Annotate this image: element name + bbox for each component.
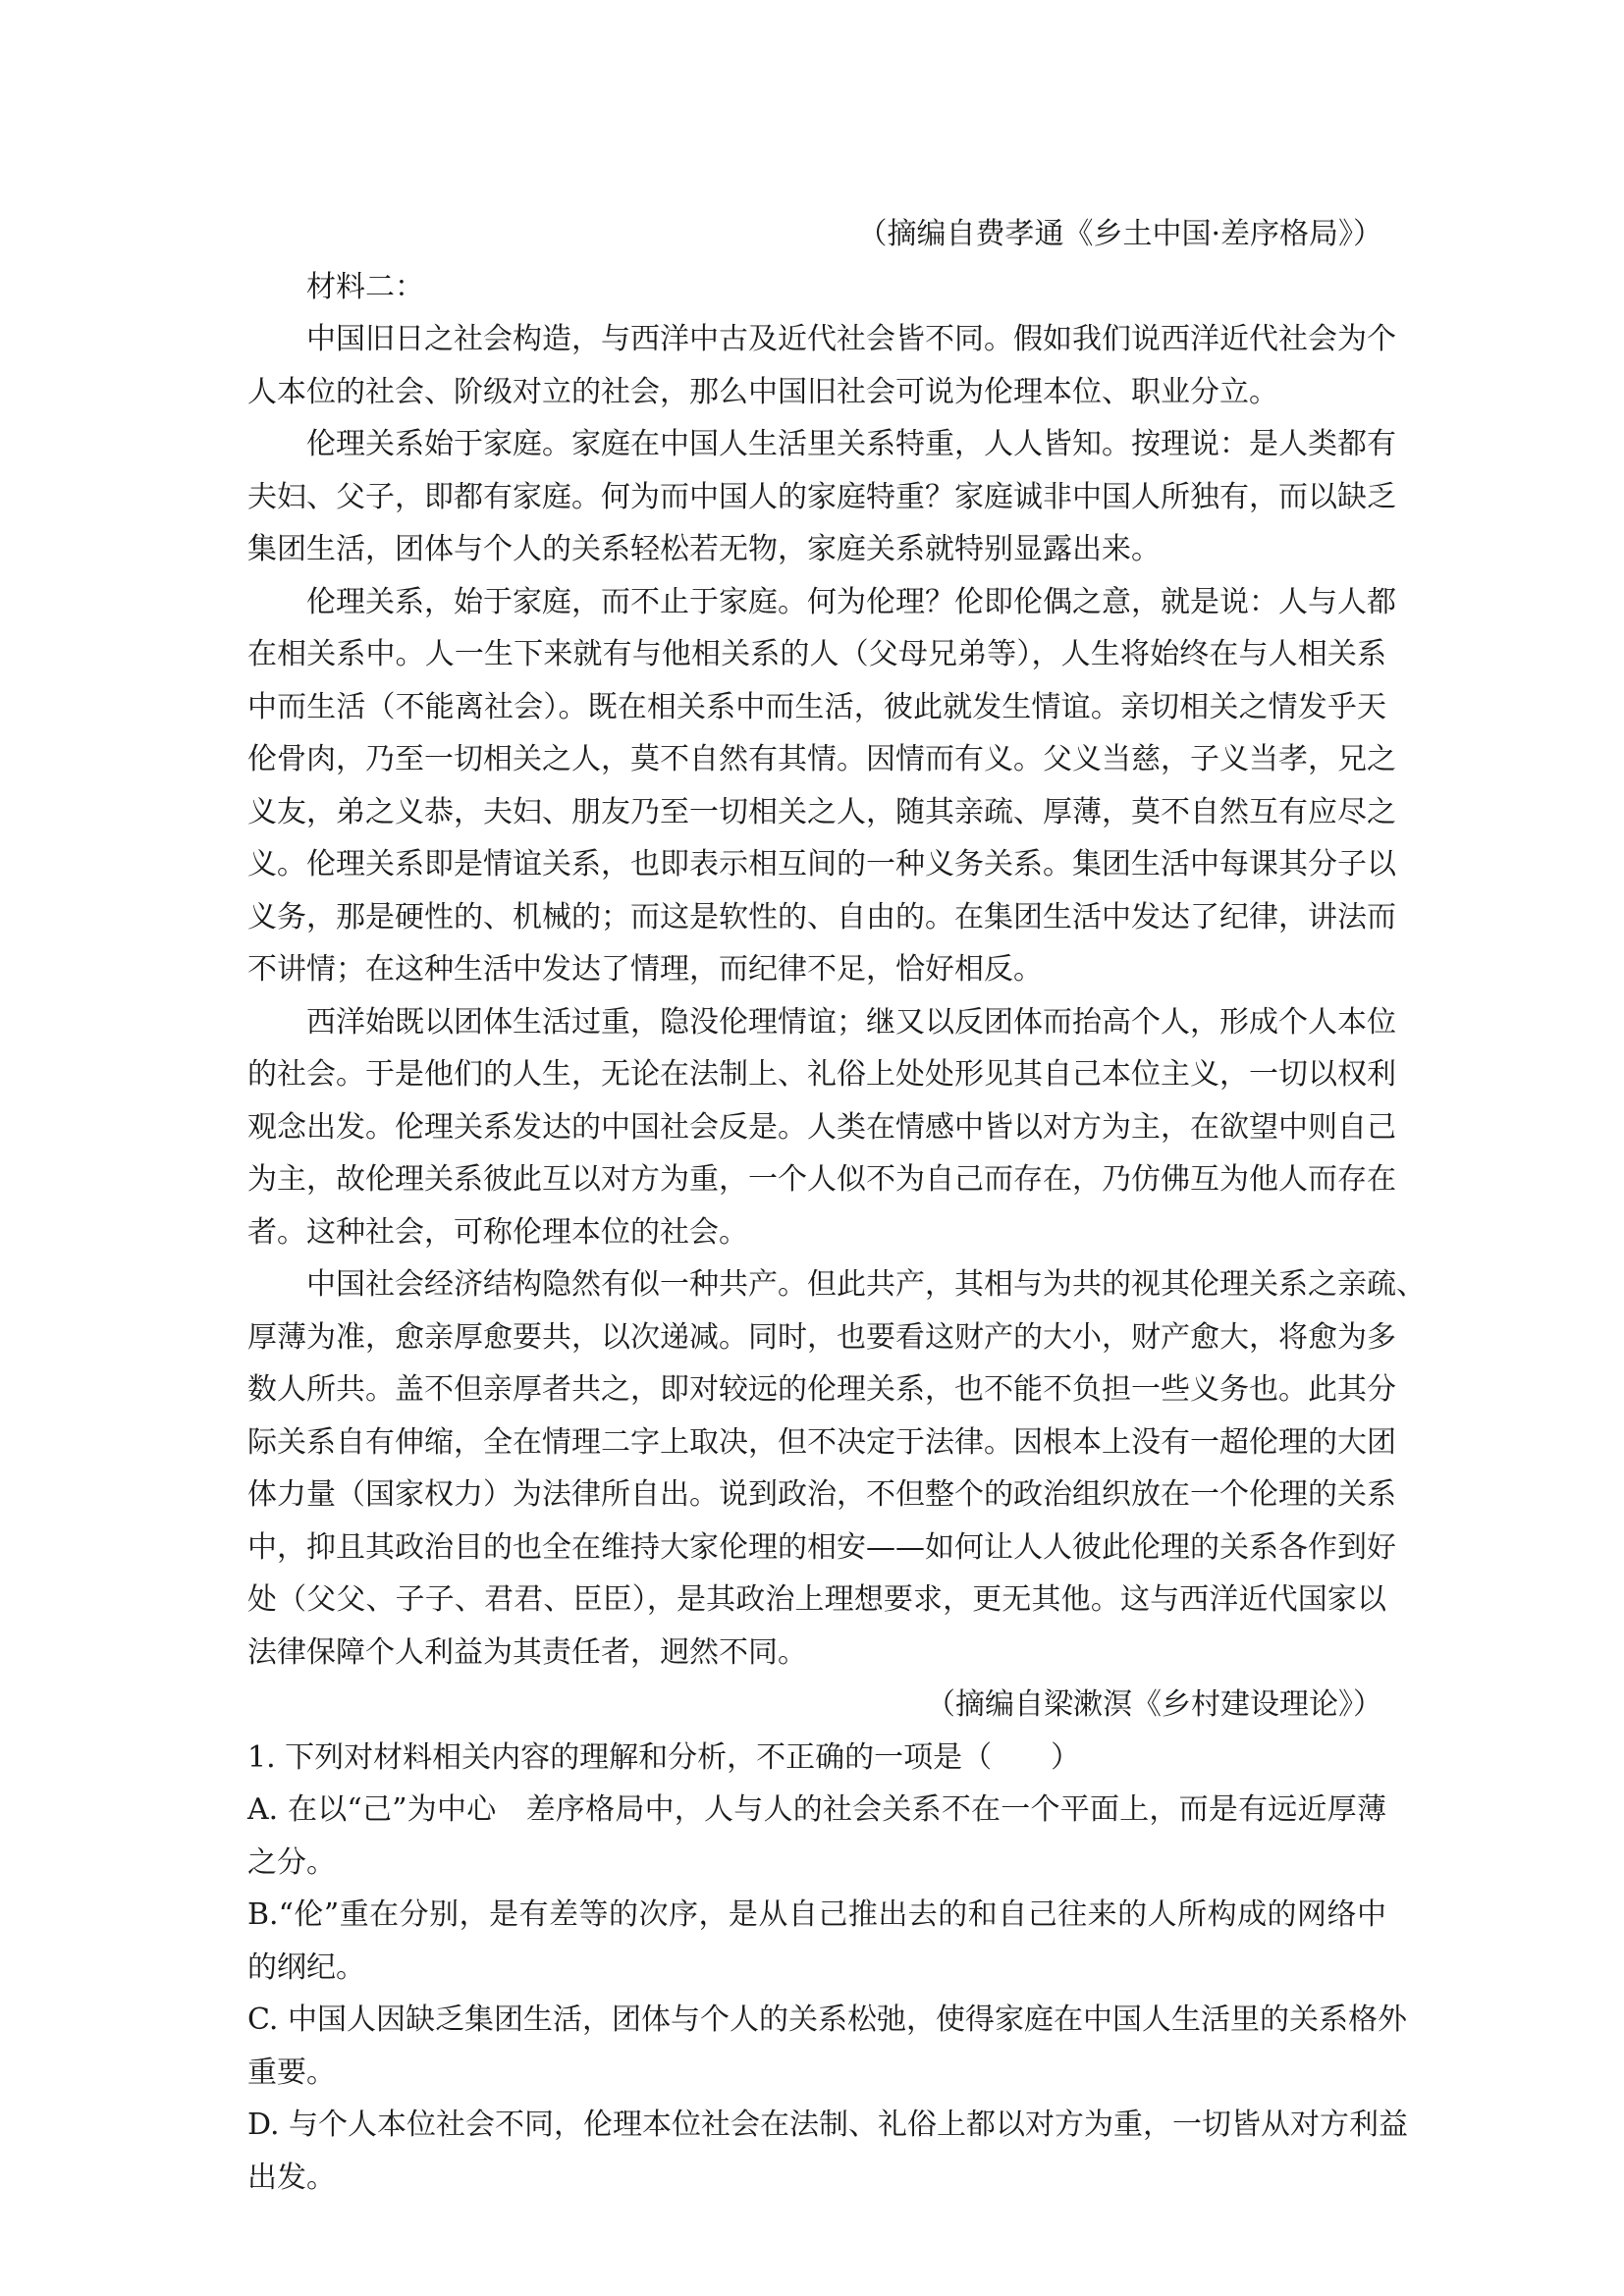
option-b[interactable] <box>247 1889 1386 1994</box>
paragraph-line: 伦理关系，始于家庭，而不止于家庭。何为伦理？伦即伦偶之意，就是说：人与人都 <box>306 584 1396 619</box>
paragraph-line: 伦骨肉，乃至一切相关之人，莫不自然有其情。因情而有义。父义当慈，子义当孝，兄之 <box>247 742 1396 776</box>
option-line: B.“伦”重在分别，是有差等的次序，是从自己推出去的和自己往来的人所构成的网络中 <box>247 1897 1386 1932</box>
paragraph-5 <box>247 1258 1426 1679</box>
option-line: 重要。 <box>247 2055 336 2090</box>
paragraph-line: 观念出发。伦理关系发达的中国社会反是。人类在情感中皆以对方为主，在欲望中则自己 <box>247 1109 1396 1145</box>
paragraph-line: 为主，故伦理关系彼此互以对方为重，一个人似不为自己而存在，乃仿佛互为他人而存在 <box>247 1162 1396 1197</box>
paragraph-line: 者。这种社会，可称伦理本位的社会。 <box>247 1214 748 1250</box>
option-a[interactable] <box>247 1784 1386 1889</box>
paragraph-line: 在相关系中。人一生下来就有与他相关系的人（父母兄弟等），人生将始终在与人相关系 <box>247 637 1386 671</box>
paragraph-line: 集团生活，团体与个人的关系轻松若无物，家庭关系就特别显露出来。 <box>247 532 1161 566</box>
option-c[interactable] <box>247 1994 1407 2099</box>
paragraph-line: 义。伦理关系即是情谊关系，也即表示相互间的一种义务关系。集团生活中每课其分子以 <box>247 847 1396 881</box>
paragraph-line: 不讲情；在这种生活中发达了情理，而纪律不足，恰好相反。 <box>247 952 1043 987</box>
paragraph-1 <box>247 313 1396 418</box>
paragraph-line: 法律保障个人利益为其责任者，迥然不同。 <box>247 1634 807 1670</box>
paragraph-2 <box>247 418 1396 576</box>
paragraph-line: 际关系自有伸缩，全在情理二字上取决，但不决定于法律。因根本上没有一超伦理的大团 <box>247 1424 1396 1460</box>
option-line: A. 在以“己”为中心 差序格局中，人与人的社会关系不在一个平面上，而是有远近厚薄 <box>247 1792 1386 1827</box>
option-line: 之分。 <box>247 1844 336 1880</box>
option-line: 的纲纪。 <box>247 1949 365 1985</box>
document-content <box>247 208 1426 2204</box>
option-line: D. 与个人本位社会不同，伦理本位社会在法制、礼俗上都以对方为重，一切皆从对方利益 <box>247 2108 1409 2142</box>
paragraph-line: 体力量（国家权力）为法律所自出。说到政治，不但整个的政治组织放在一个伦理的关系 <box>247 1477 1396 1512</box>
material-two-heading: 材料二： <box>306 269 424 304</box>
paragraph-line: 西洋始既以团体生活过重，隐没伦理情谊；继又以反团体而抬高个人，形成个人本位 <box>306 1004 1396 1040</box>
paragraph-line: 义友，弟之义恭，夫妇、朋友乃至一切相关之人，随其亲疏、厚薄，莫不自然互有应尽之 <box>247 794 1396 829</box>
paragraph-line: 中国社会经济结构隐然有似一种共产。但此共产，其相与为共的视其伦理关系之亲疏、 <box>306 1267 1426 1302</box>
paragraph-4 <box>247 996 1396 1259</box>
paragraph-line: 的社会。于是他们的人生，无论在法制上、礼俗上处处形见其自己本位主义，一切以权利 <box>247 1057 1396 1092</box>
option-line: 出发。 <box>247 2160 336 2195</box>
option-line: C. 中国人因缺乏集团生活，团体与个人的关系松弛，使得家庭在中国人生活里的关系格外 <box>247 2002 1407 2037</box>
paragraph-line: 夫妇、父子，即都有家庭。何为而中国人的家庭特重？家庭诚非中国人所独有，而以缺乏 <box>247 479 1396 514</box>
paragraph-line: 中而生活（不能离社会）。既在相关系中而生活，彼此就发生情谊。亲切相关之情发乎天 <box>247 689 1386 724</box>
paragraph-line: 人本位的社会、阶级对立的社会，那么中国旧社会可说为伦理本位、职业分立。 <box>247 374 1278 409</box>
paragraph-3 <box>247 576 1396 996</box>
paragraph-line: 中国旧日之社会构造，与西洋中古及近代社会皆不同。假如我们说西洋近代社会为个 <box>306 322 1396 356</box>
source-citation-1: （摘编自费孝通《乡土中国·差序格局》） <box>857 217 1382 251</box>
paragraph-line: 伦理关系始于家庭。家庭在中国人生活里关系特重，人人皆知。按理说：是人类都有 <box>306 427 1396 461</box>
question-1 <box>247 1732 1409 2205</box>
option-d[interactable] <box>247 2099 1409 2204</box>
source-citation-2: （摘编自梁漱溟《乡村建设理论》） <box>926 1687 1382 1722</box>
paragraph-line: 义务，那是硬性的、机械的；而这是软性的、自由的。在集团生活中发达了纪律，讲法而 <box>247 899 1396 934</box>
paragraph-line: 数人所共。盖不但亲厚者共之，即对较远的伦理关系，也不能不负担一些义务也。此其分 <box>247 1372 1396 1407</box>
paragraph-line: 中，抑且其政治目的也全在维持大家伦理的相安——如何让人人彼此伦理的关系各作到好 <box>247 1529 1396 1565</box>
question-stem: 1. 下列对材料相关内容的理解和分析，不正确的一项是（ ） <box>247 1739 1081 1775</box>
paragraph-line: 处（父父、子子、君君、臣臣），是其政治上理想要求，更无其他。这与西洋近代国家以 <box>247 1582 1386 1617</box>
paragraph-line: 厚薄为准，愈亲厚愈要共，以次递减。同时，也要看这财产的大小，财产愈大，将愈为多 <box>247 1319 1396 1355</box>
